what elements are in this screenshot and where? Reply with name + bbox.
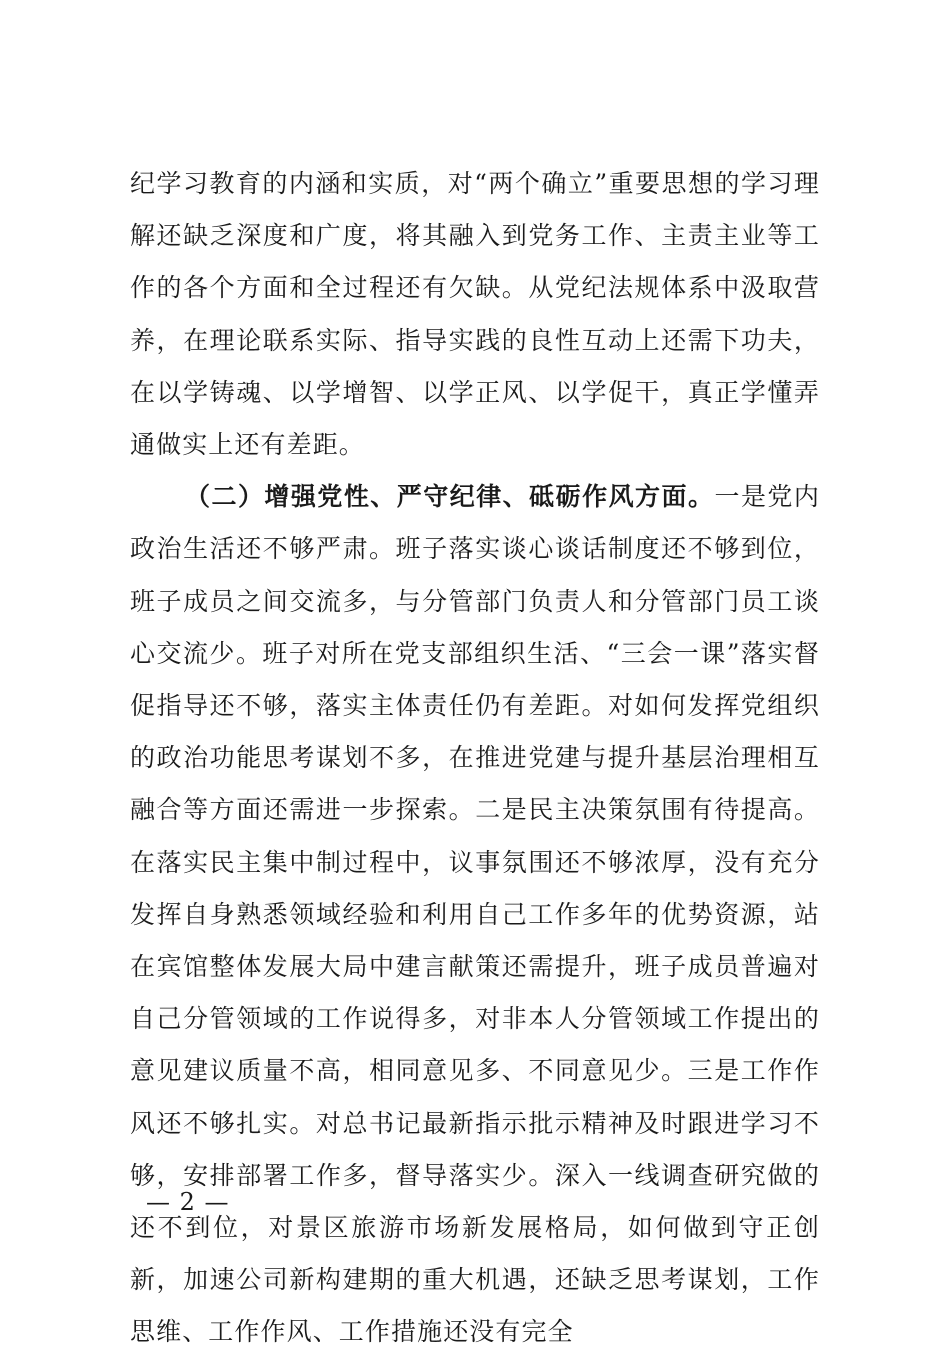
section-heading: （二）增强党性、严守纪律、砥砺作风方面。 bbox=[185, 482, 715, 512]
paragraph-section-two bbox=[130, 471, 820, 1358]
document-body bbox=[130, 158, 820, 1359]
paragraph-continuation: 纪学习教育的内涵和实质，对“两个确立”重要思想的学习理解还缺乏深度和广度，将其融入到党务工作、主责主业等工作的各个方面和全过程还有欠缺。从党纪法规体系中汲取营养，在理论联系实际、指导实践的良性互动上还需下功夫，在以学铸魂、以学增智、以学正风、以学促干，真正学懂弄通做实上还有差距。 bbox=[130, 169, 820, 460]
section-body-text: 一是党内政治生活还不够严肃。班子落实谈心谈话制度还不够到位，班子成员之间交流多，与分管部门负责人和分管部门员工谈心交流少。班子对所在党支部组织生活、“三会一课”落实督促指导还不够，落实主体责任仍有差距。对如何发挥党组织的政治功能思考谋划不多，在推进党建与提升基层治理相互融合等方面还需进一步探索。二是民主决策氛围有待提高。在落实民主集中制过程中，议事氛围还不够浓厚，没有充分发挥自身熟悉领域经验和利用自己工作多年的优势资源，站在宾馆整体发展大局中建言献策还需提升，班子成员普遍对自己分管领域的工作说得多，对非本人分管领域工作提出的意见建议质量不高，相同意见多、不同意见少。三是工作作风还不够扎实。对总书记最新指示批示精神及时跟进学习不够，安排部署工作多，督导落实少。深入一线调查研究做的还不到位，对景区旅游市场新发展格局，如何做到守正创新，加速公司新构建期的重大机遇，还缺乏思考谋划，工作思维、工作作风、工作措施还没有完全 bbox=[130, 482, 820, 1347]
page-number: — 2 — bbox=[146, 1188, 230, 1216]
